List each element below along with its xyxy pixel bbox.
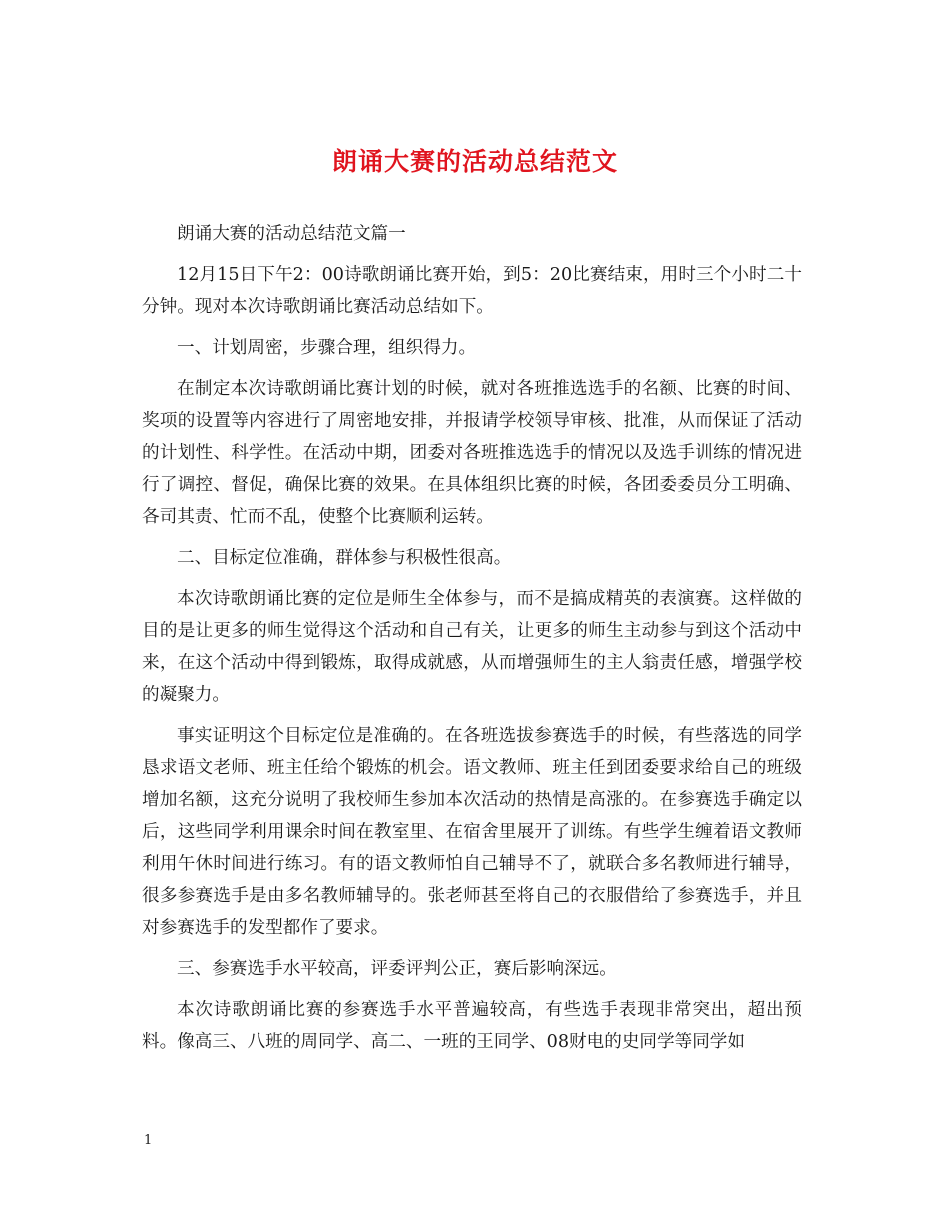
- paragraph: 二、目标定位准确，群体参与积极性很高。: [177, 548, 512, 568]
- paragraph: 本次诗歌朗诵比赛的定位是师生全体参与，而不是搞成精英的表演赛。这样做的目的是让更多的师生觉得这个活动和自己有关，让更多的师生主动参与到这个活动中来，在这个活动中得到锻炼，取得成就感，从而增强师生的主人翁责任感，增强学校的凝聚力。: [142, 589, 802, 705]
- document-body: [142, 218, 802, 1067]
- paragraph: 事实证明这个目标定位是准确的。在各班选拔参赛选手的时候，有些落选的同学恳求语文老师、班主任给个锻炼的机会。语文教师、班主任到团委要求给自己的班级增加名额，这充分说明了我校师生参加本次活动的热情是高涨的。在参赛选手确定以后，这些同学利用课余时间在教室里、在宿舍里展开了训练。有些学生缠着语文教师利用午休时间进行练习。有的语文教师怕自己辅导不了，就联合多名教师进行辅导，很多参赛选手是由多名教师辅导的。张老师甚至将自己的衣服借给了参赛选手，并且对参赛选手的发型都作了要求。: [142, 726, 802, 938]
- paragraph: 本次诗歌朗诵比赛的参赛选手水平普遍较高，有些选手表现非常突出，超出预料。像高三、八班的周同学、高二、一班的王同学、08财电的史同学等同学如: [142, 1000, 802, 1052]
- paragraph: 12月15日下午2：00诗歌朗诵比赛开始，到5：20比赛结束，用时三个小时二十分钟。现对本次诗歌朗诵比赛活动总结如下。: [142, 265, 802, 317]
- paragraph: 在制定本次诗歌朗诵比赛计划的时候，就对各班推选选手的名额、比赛的时间、奖项的设置等内容进行了周密地安排，并报请学校领导审核、批准，从而保证了活动的计划性、科学性。在活动中期，团委对各班推选选手的情况以及选手训练的情况进行了调控、督促，确保比赛的效果。在具体组织比赛的时候，各团委委员分工明确、各司其责、忙而不乱，使整个比赛顺利运转。: [142, 379, 802, 527]
- document-title: 朗诵大赛的活动总结范文: [331, 147, 618, 176]
- page-number: 1: [144, 1133, 153, 1148]
- paragraph: 朗诵大赛的活动总结范文篇一: [177, 224, 406, 244]
- paragraph: 一、计划周密，步骤合理，组织得力。: [177, 338, 477, 358]
- paragraph: 三、参赛选手水平较高，评委评判公正，赛后影响深远。: [177, 959, 617, 979]
